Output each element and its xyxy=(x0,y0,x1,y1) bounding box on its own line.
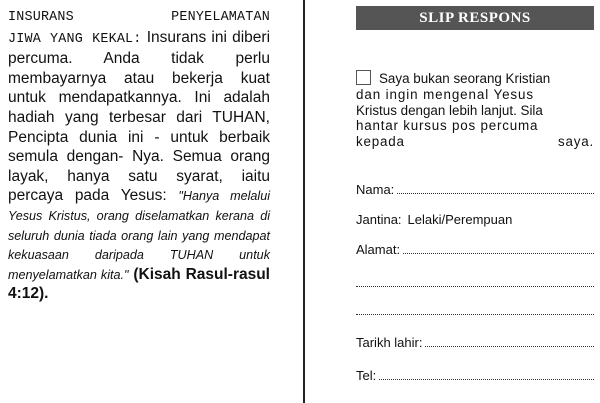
statement-last-line xyxy=(356,134,594,150)
body-line: TUHAN, Pencipta dunia ini - xyxy=(8,108,270,146)
alamat-label: Alamat: xyxy=(356,242,401,257)
body-line: hadiah yang terbesar dari xyxy=(8,108,203,126)
tel-dotted-line xyxy=(379,369,594,380)
body-line: untuk berbaik semula dengan- xyxy=(8,128,271,166)
nama-field[interactable] xyxy=(356,182,594,197)
body-line: bekerja kuat untuk xyxy=(8,69,270,107)
nama-dotted-line xyxy=(397,183,594,194)
body-line: Nya. Semua orang layak, hanya xyxy=(8,148,270,185)
tarikh-lahir-field[interactable] xyxy=(356,335,594,350)
alamat-field[interactable] xyxy=(356,242,594,257)
paragraph xyxy=(8,28,270,304)
bible-quote: "Hanya melalui Yesus Kristus, orang diselamatkan kerana di seluruh dunia tiada orang lain yang mendapat kekuasaan daripada TUHAN untuk menyelamatkan kita." xyxy=(8,189,271,282)
jantina-field xyxy=(356,212,594,227)
tel-label: Tel: xyxy=(356,368,377,383)
body-line: perlu membayarnya atau xyxy=(8,50,270,87)
alamat-dotted-line-3[interactable] xyxy=(356,313,594,315)
column-divider xyxy=(303,0,305,403)
nama-label: Nama: xyxy=(356,182,395,197)
alamat-dotted-line xyxy=(403,243,594,254)
response-slip xyxy=(356,6,594,383)
heading-line-2: JIWA YANG KEKAL: xyxy=(8,31,142,47)
statement-word: kepada xyxy=(356,134,405,150)
request-checkbox[interactable] xyxy=(356,70,371,85)
heading-line-1 xyxy=(8,8,270,28)
statement-line: dan ingin mengenal Yesus xyxy=(356,86,534,102)
body-line: mendapatkannya. Ini adalah xyxy=(58,89,270,107)
body-line: ini diberi percuma. Anda tidak xyxy=(8,28,271,68)
alamat-dotted-line-2[interactable] xyxy=(356,285,594,287)
left-column xyxy=(8,8,270,304)
statement-line: Saya bukan seorang Kristian xyxy=(379,71,551,86)
jantina-label: Jantina: xyxy=(356,212,402,227)
tel-field[interactable] xyxy=(356,368,594,383)
tarikh-lahir-label: Tarikh lahir: xyxy=(356,335,423,350)
tarikh-lahir-dotted-line xyxy=(425,336,594,347)
body-line: Yesus: xyxy=(120,187,167,205)
body-line: Insurans xyxy=(146,28,207,46)
jantina-value: Lelaki/Perempuan xyxy=(407,212,513,227)
slip-statement xyxy=(356,70,594,150)
heading-word-1: INSURANS xyxy=(8,10,74,25)
statement-word: saya. xyxy=(557,134,594,150)
slip-header: SLIP RESPONS xyxy=(356,6,594,30)
bible-reference: (Kisah Rasul-rasul 4:12). xyxy=(8,265,270,303)
body-line: satu syarat, iaitu percaya pada xyxy=(8,167,271,205)
heading-word-2: PENYELAMATAN xyxy=(171,10,270,25)
statement-line: hantar kursus pos percuma xyxy=(356,118,539,134)
statement-line: Kristus dengan lebih lanjut. Sila xyxy=(356,102,543,118)
